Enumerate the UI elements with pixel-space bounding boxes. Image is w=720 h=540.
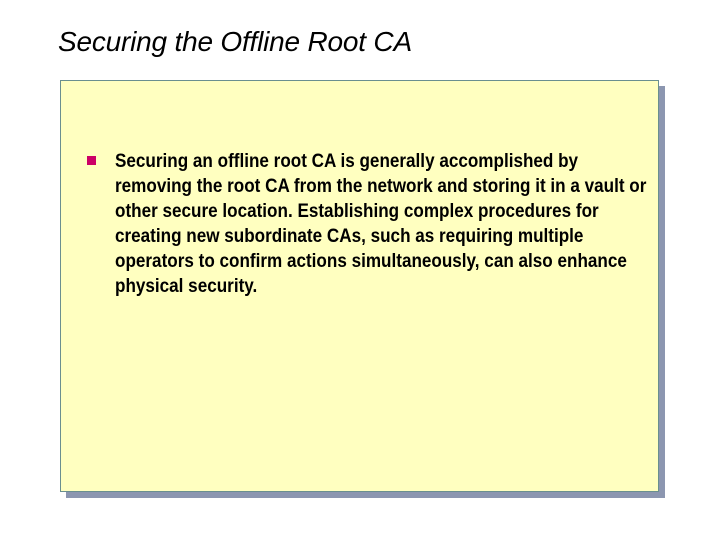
bullet-item	[87, 149, 653, 299]
slide-title: Securing the Offline Root CA	[58, 26, 412, 57]
square-bullet-icon	[87, 156, 96, 165]
bullet-list	[87, 149, 653, 299]
bullet-text: Securing an offline root CA is generally accomplished by removing the root CA from the network and storing it in a vault or other secure location. Establishing complex procedures for creating new subordinate CAs, such as requiring multiple operators to confirm actions simultaneously, can also enhance physical security.	[115, 151, 647, 297]
content-box	[60, 80, 659, 492]
